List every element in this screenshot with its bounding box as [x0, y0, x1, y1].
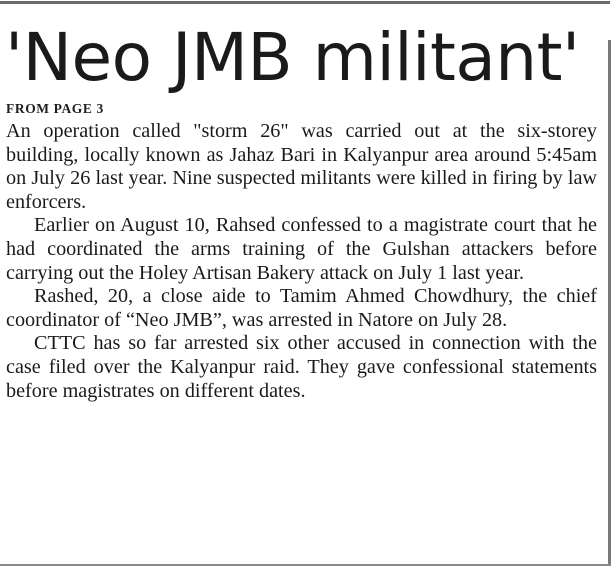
- body-paragraph-1: An operation called "storm 26" was carried out at the six-storey building, locally known as Jahaz Bari in Kalyanpur area around 5:45am on July 26 last year. Nine suspected militants were killed in firing by law enforcers.: [6, 120, 597, 213]
- right-border-rule: [608, 40, 611, 565]
- jump-line: FROM PAGE 3: [6, 101, 104, 116]
- body-paragraph-2: Earlier on August 10, Rahsed confessed to a magistrate court that he had coordinated the arms training of the Gulshan attackers before carrying out the Holey Artisan Bakery attack on July 1 last year.: [6, 214, 597, 284]
- body-paragraph-4: CTTC has so far arrested six other accused in connection with the case filed over the Kalyanpur raid. They gave confessional statements before magistrates on different dates.: [6, 332, 597, 402]
- top-border-rule: [0, 1, 610, 4]
- bottom-border-rule: [0, 564, 611, 566]
- article-headline: 'Neo JMB militant': [5, 19, 580, 96]
- body-paragraph-3: Rashed, 20, a close aide to Tamim Ahmed Chowdhury, the chief coordinator of “Neo JMB”, was arrested in Natore on July 28.: [6, 285, 597, 331]
- article-body: [6, 120, 597, 403]
